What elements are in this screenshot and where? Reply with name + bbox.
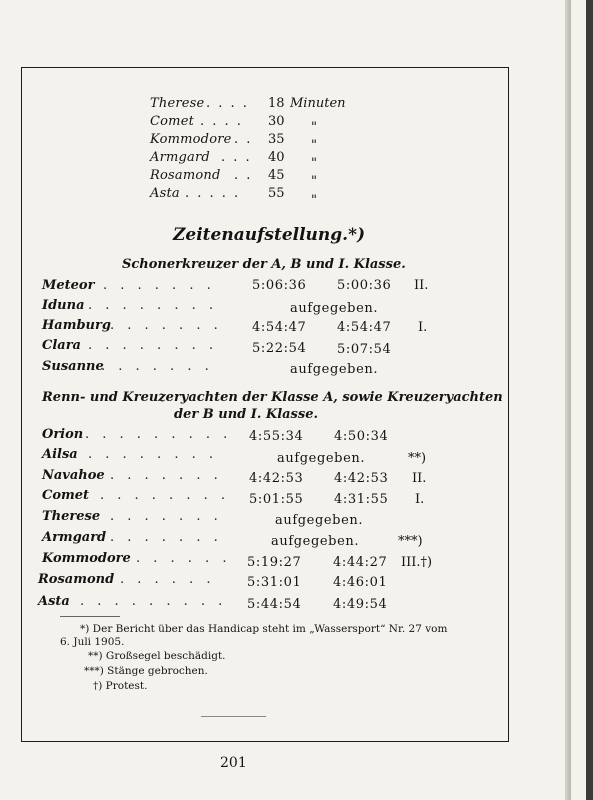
yacht-name: Armgard	[42, 530, 107, 545]
handicap-minutes: 55	[268, 186, 285, 201]
elapsed-time: 5:06:36	[252, 278, 307, 293]
corrected-time: 4:31:55	[334, 492, 389, 507]
placing: III.†)	[401, 555, 433, 570]
leader-dots: . . . . . . . .	[88, 298, 218, 313]
elapsed-time: 5:31:01	[247, 575, 302, 590]
footnote-ref: ***)	[398, 534, 423, 549]
status: aufgegeben.	[277, 451, 366, 466]
status: aufgegeben.	[275, 513, 364, 528]
handicap-minutes: 18	[268, 96, 285, 111]
leader-dots: . . . .	[206, 96, 249, 111]
handicap-unit: "	[311, 193, 317, 208]
corrected-time: 4:46:01	[333, 575, 388, 590]
yacht-name: Comet	[42, 488, 90, 503]
page-spine-edge	[565, 0, 571, 800]
leader-dots: . . . . . . . .	[100, 488, 230, 503]
elapsed-time: 4:42:53	[249, 471, 304, 486]
leader-dots: . . . . . . . .	[88, 447, 218, 462]
handicap-unit: "	[311, 120, 317, 135]
leader-dots: . . . . . . .	[110, 509, 223, 524]
leader-dots: . . . .	[200, 114, 243, 129]
leader-dots: . . . . . .	[136, 551, 231, 566]
yacht-name: Susanne	[42, 359, 104, 374]
elapsed-time: 4:54:47	[252, 320, 307, 335]
handicap-name: Rosamond	[150, 168, 221, 183]
handicap-name: Therese	[150, 96, 205, 111]
handicap-unit: "	[311, 174, 317, 189]
yacht-name: Ailsa	[42, 447, 78, 462]
corrected-time: 4:54:47	[337, 320, 392, 335]
handicap-name: Asta	[150, 186, 180, 201]
corrected-time: 4:44:27	[333, 555, 388, 570]
footnote-3: ***) Stänge gebrochen.	[84, 665, 208, 677]
handicap-unit: "	[311, 138, 317, 153]
section-heading-schoner: Schonerkreuzer der A, B und I. Klasse.	[122, 257, 406, 272]
placing: II.	[414, 278, 429, 293]
handicap-minutes: 30	[268, 114, 285, 129]
page-number: 201	[220, 755, 247, 771]
handicap-minutes: 35	[268, 132, 285, 147]
yacht-name: Meteor	[42, 278, 95, 293]
leader-dots: . . . . . . .	[103, 278, 216, 293]
leader-dots: . . . . . . .	[110, 318, 223, 333]
section-heading-renn-line2: der B und I. Klasse.	[174, 407, 318, 422]
leader-dots: . . .	[221, 150, 252, 165]
footnote-rule	[60, 616, 120, 617]
leader-dots: . . . . . .	[120, 572, 215, 587]
corrected-time: 5:07:54	[337, 342, 392, 357]
corrected-time: 5:00:36	[337, 278, 392, 293]
handicap-name: Kommodore	[150, 132, 232, 147]
status: aufgegeben.	[290, 362, 379, 377]
elapsed-time: 5:22:54	[252, 341, 307, 356]
placing: II.	[412, 471, 427, 486]
leader-dots: . . . . . . . . .	[85, 427, 232, 442]
status: aufgegeben.	[290, 301, 379, 316]
leader-dots: . . . . . . .	[110, 530, 223, 545]
elapsed-time: 5:19:27	[247, 555, 302, 570]
yacht-name: Clara	[42, 338, 81, 353]
handicap-minutes: 45	[268, 168, 285, 183]
handicap-unit: "	[311, 156, 317, 171]
leader-dots: . . . . . . . .	[88, 338, 218, 353]
placing: I.	[415, 492, 425, 507]
leader-dots: . . . . . . .	[110, 468, 223, 483]
leader-dots: . . . . . . . . .	[80, 594, 227, 609]
corrected-time: 4:42:53	[334, 471, 389, 486]
elapsed-time: 4:55:34	[249, 429, 304, 444]
placing: I.	[418, 320, 428, 335]
footnote-ref: **)	[408, 451, 427, 466]
yacht-name: Hamburg	[42, 318, 111, 333]
yacht-name: Therese	[42, 509, 101, 524]
yacht-name: Asta	[38, 594, 70, 609]
handicap-name: Comet	[150, 114, 195, 129]
footnote-1: *) Der Bericht über das Handicap steht im „Wassersport“ Nr. 27 vom	[80, 623, 448, 635]
footnote-2: **) Großsegel beschädigt.	[88, 650, 226, 662]
corrected-time: 4:49:54	[333, 597, 388, 612]
footnote-1-cont: 6. Juli 1905.	[60, 636, 125, 648]
leader-dots: . .	[234, 168, 253, 183]
status: aufgegeben.	[271, 534, 360, 549]
leader-dots: . . . . . . .	[101, 359, 214, 374]
leader-dots: . .	[234, 132, 253, 147]
handicap-minutes: 40	[268, 150, 285, 165]
closing-rule	[201, 716, 266, 717]
footnote-4: †) Protest.	[93, 680, 148, 692]
handicap-name: Armgard	[150, 150, 210, 165]
section-heading-renn-line1: Renn- und Kreuzeryachten der Klasse A, sowie Kreuzeryachten	[42, 390, 503, 405]
yacht-name: Kommodore	[42, 551, 131, 566]
yacht-name: Navahoe	[42, 468, 105, 483]
leader-dots: . . . . .	[185, 186, 241, 201]
elapsed-time: 5:01:55	[249, 492, 304, 507]
yacht-name: Orion	[42, 427, 84, 442]
elapsed-time: 5:44:54	[247, 597, 302, 612]
yacht-name: Rosamond	[38, 572, 115, 587]
corrected-time: 4:50:34	[334, 429, 389, 444]
handicap-unit: Minuten	[290, 96, 346, 111]
table-title: Zeitenaufstellung.*)	[173, 225, 366, 245]
yacht-name: Iduna	[42, 298, 85, 313]
